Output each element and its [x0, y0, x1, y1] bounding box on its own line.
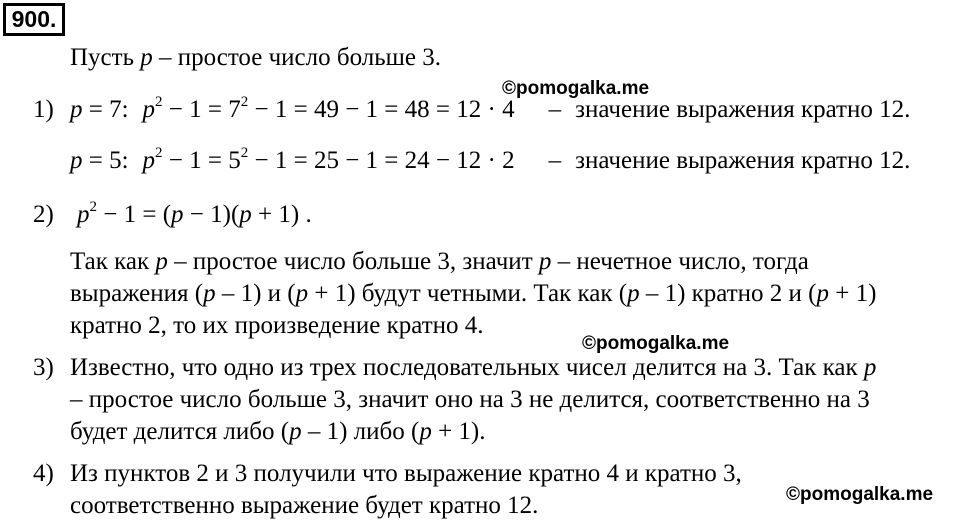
item-1-marker: 1) — [33, 96, 54, 123]
item-4-marker: 4) — [33, 460, 54, 487]
item-2-marker: 2) — [33, 201, 54, 228]
watermark: ©pomogalka.me — [786, 484, 934, 505]
item-1-equation-2: p = 5: $p^2 - 1 = 5^2 - 1 = 25 - 1 = 24 - 12 \cdot 2$ – значение выражения кратно 12. — [70, 145, 911, 174]
watermark: ©pomogalka.me — [502, 78, 650, 99]
item-2-text-line-2: выражения (p – 1) и (p + 1) будут четными. Так как (p – 1) кратно 2 и (p + 1) — [70, 280, 877, 307]
problem-number: 900. — [3, 3, 65, 36]
item-2-text-line-3: кратно 2, то их произведение кратно 4. — [70, 312, 484, 339]
item-2-text-line-1: Так как p – простое число больше 3, значит p – нечетное число, тогда — [70, 248, 809, 275]
item-3-text-line-2: – простое число больше 3, значит оно на 3 не делится, соответственно на 3 — [70, 386, 870, 413]
item-4-text-line-2: соответственно выражение будет кратно 12. — [70, 492, 539, 519]
item-3-text-line-1: Известно, что одно из трех последовательных чисел делится на 3. Так как p — [70, 354, 877, 381]
item-3-marker: 3) — [33, 354, 54, 381]
item-3-text-line-3: будет делится либо (p – 1) либо (p + 1). — [70, 418, 486, 445]
intro-text: Пусть p – простое число больше 3. — [70, 44, 441, 71]
item-2-formula: $p^2 - 1 = (p - 1)(p + 1)$ . — [77, 199, 312, 228]
item-1-equation-1: p = 7: $p^2 - 1 = 7^2 - 1 = 49 - 1 = 48 = 12 \cdot 4$ – значение выражения кратно 12. — [70, 94, 911, 123]
item-4-text-line-1: Из пунктов 2 и 3 получили что выражение кратно 4 и кратно 3, — [70, 460, 742, 487]
watermark: ©pomogalka.me — [582, 333, 730, 354]
